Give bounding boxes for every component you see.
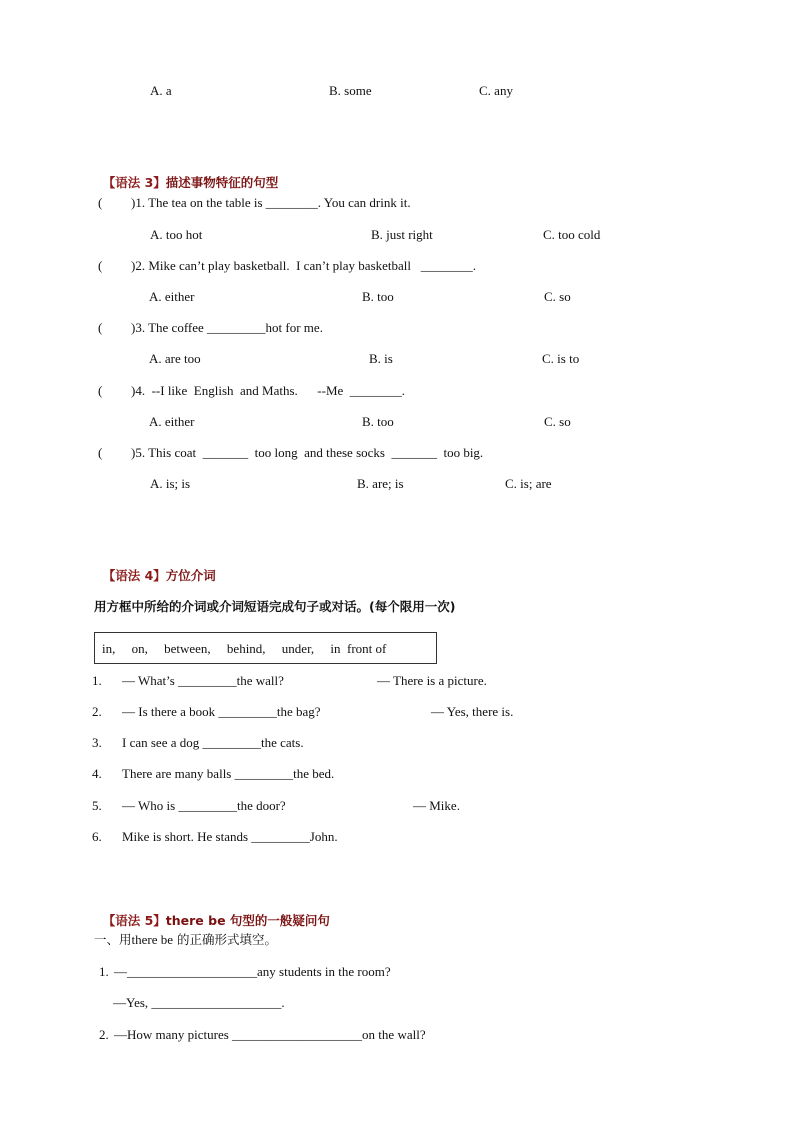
question-text: )1. The tea on the table is ________. You can drink it. (131, 195, 411, 210)
answer-paren: ( (98, 320, 103, 335)
section-title: 描述事物特征的句型 (165, 175, 279, 190)
section-tag: 【语法 5】 (102, 913, 166, 928)
answer-paren: ( (98, 195, 103, 210)
choice-b: B. too (362, 414, 394, 429)
item-number: 2. (92, 704, 102, 719)
question-text: )3. The coffee _________hot for me. (131, 320, 323, 335)
choice-a: A. is; is (150, 476, 191, 491)
question-text: )5. This coat _______ too long and these socks _______ too big. (131, 445, 484, 460)
answer-paren: ( (98, 445, 103, 460)
instruction-prefix: 一、用 (94, 932, 132, 947)
fill-line: —Yes, ____________________. (113, 995, 285, 1010)
section-title: there be 句型的一般疑问句 (165, 913, 330, 928)
section-tag: 【语法 3】 (102, 175, 166, 190)
choice-a: A. either (149, 414, 195, 429)
item-number: 1. (99, 964, 109, 979)
question-text: )4. --I like English and Maths. --Me ________. (131, 383, 406, 398)
item-question: — Is there a book _________the bag? (122, 704, 321, 719)
fill-line: —____________________any students in the room? (114, 964, 391, 979)
item-number: 3. (92, 735, 102, 750)
section-title: 方位介词 (165, 568, 216, 583)
item-question: I can see a dog _________the cats. (122, 735, 304, 750)
choice-c: C. so (544, 289, 571, 304)
instruction: 用方框中所给的介词或介词短语完成句子或对话。(每个限用一次) (94, 599, 456, 614)
choice-c: C. is to (542, 351, 580, 366)
choice-b: B. just right (371, 227, 433, 242)
item-number: 2. (99, 1027, 109, 1042)
choice-a: A. are too (149, 351, 201, 366)
answer-paren: ( (98, 383, 103, 398)
item-number: 6. (92, 829, 102, 844)
item-question: — Who is _________the door? (122, 798, 286, 813)
item-question: There are many balls _________the bed. (122, 766, 335, 781)
choice-c: C. so (544, 414, 571, 429)
option-a: A. a (150, 83, 172, 98)
choice-b: B. is (369, 351, 393, 366)
item-answer: — There is a picture. (377, 673, 487, 688)
section-heading-grammar5 (94, 897, 330, 929)
instruction-keyword: there be (131, 932, 174, 947)
section-tag: 【语法 4】 (102, 568, 166, 583)
answer-paren: ( (98, 258, 103, 273)
item-answer: — Yes, there is. (431, 704, 514, 719)
item-number: 5. (92, 798, 102, 813)
choice-c: C. is; are (505, 476, 552, 491)
instruction-suffix: 的正确形式填空。 (177, 932, 278, 947)
option-c: C. any (479, 83, 513, 98)
item-question: — What’s _________the wall? (122, 673, 284, 688)
item-question: Mike is short. He stands _________John. (122, 829, 338, 844)
choice-c: C. too cold (543, 227, 601, 242)
fill-line: —How many pictures ____________________on the wall? (114, 1027, 426, 1042)
question-text: )2. Mike can’t play basketball. I can’t play basketball ________. (131, 258, 477, 273)
choice-b: B. too (362, 289, 394, 304)
item-number: 4. (92, 766, 102, 781)
item-number: 1. (92, 673, 102, 688)
word-box-text: in, on, between, behind, under, in front of (102, 641, 387, 656)
option-b: B. some (329, 83, 372, 98)
choice-b: B. are; is (357, 476, 404, 491)
section-heading-grammar4 (94, 552, 216, 584)
choice-a: A. either (149, 289, 195, 304)
choice-a: A. too hot (150, 227, 203, 242)
section-heading-grammar3 (94, 159, 278, 191)
item-answer: — Mike. (413, 798, 460, 813)
instruction (94, 932, 277, 948)
